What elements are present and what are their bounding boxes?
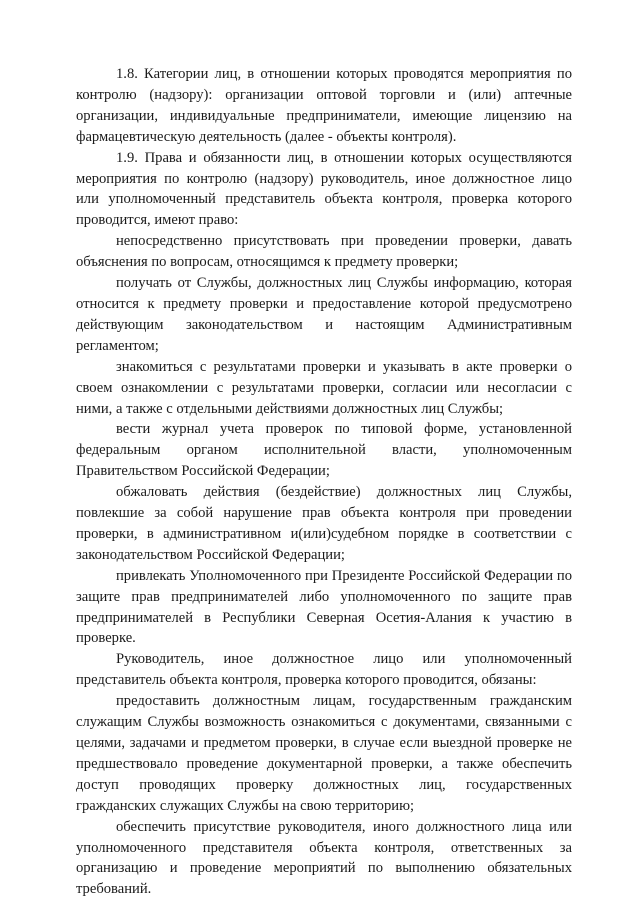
document-body: [76, 64, 572, 900]
paragraph-right-results: знакомиться с результатами проверки и указывать в акте проверки о своем ознакомлении с результатами проверки, согласии или несогласии с ними, а также с отдельными действиями должностных лиц Службы;: [76, 358, 572, 417]
paragraph-1-8: 1.8. Категории лиц, в отношении которых проводятся мероприятия по контролю (надзору): организации оптовой торговли и (или) аптечные организации, индивидуальные предприниматели, имеющие лицензию на фармацевтическую деятельность (далее - объекты контроля).: [76, 66, 572, 145]
paragraph-obligation-documents: предоставить должностным лицам, государственным гражданским служащим Службы возможность ознакомиться с документами, связанными с целями, задачами и предметом проверки, в случае если выездной проверке не предшествовало проведение документарной проверки, а также обеспечить доступ проводящих проверку должностных лиц, государственных гражданских служащих Службы на свою территорию;: [76, 693, 572, 814]
paragraph-1-9: 1.9. Права и обязанности лиц, в отношении которых осуществляются мероприятия по контролю (надзору) руководитель, иное должностное лицо или уполномоченный представитель объекта контроля, проверка которого проводится, имеют право:: [76, 149, 572, 229]
paragraph-right-appeal: обжаловать действия (бездействие) должностных лиц Службы, повлекшие за собой нарушение прав объекта контроля при проведении проверки, в административном и(или)судебном порядке в соответствии с законодательством Российской Федерации;: [76, 484, 572, 563]
paragraph-right-presence: непосредственно присутствовать при проведении проверки, давать объяснения по вопросам, относящимся к предмету проверки;: [76, 233, 572, 271]
paragraph-obligation-presence: обеспечить присутствие руководителя, иного должностного лица или уполномоченного представителя объекта контроля, ответственных за организацию и проведение мероприятий по выполнению обязательных требований.: [76, 818, 572, 898]
paragraph-right-information: получать от Службы, должностных лиц Службы информацию, которая относится к предмету проверки и предоставление которой предусмотрено действующим законодательством и настоящим Административным регламентом;: [76, 275, 572, 354]
paragraph-right-ombudsman: привлекать Уполномоченного при Президенте Российской Федерации по защите прав предпринимателей либо уполномоченного по защите прав предпринимателей в Республики Северная Осетия-Алания к участию в проверке.: [76, 567, 572, 647]
paragraph-right-journal: вести журнал учета проверок по типовой форме, установленной федеральным органом исполнительной власти, уполномоченным Правительством Российской Федерации;: [76, 421, 572, 480]
paragraph-obligations-intro: Руководитель, иное должностное лицо или уполномоченный представитель объекта контроля, проверка которого проводится, обязаны:: [76, 651, 572, 689]
